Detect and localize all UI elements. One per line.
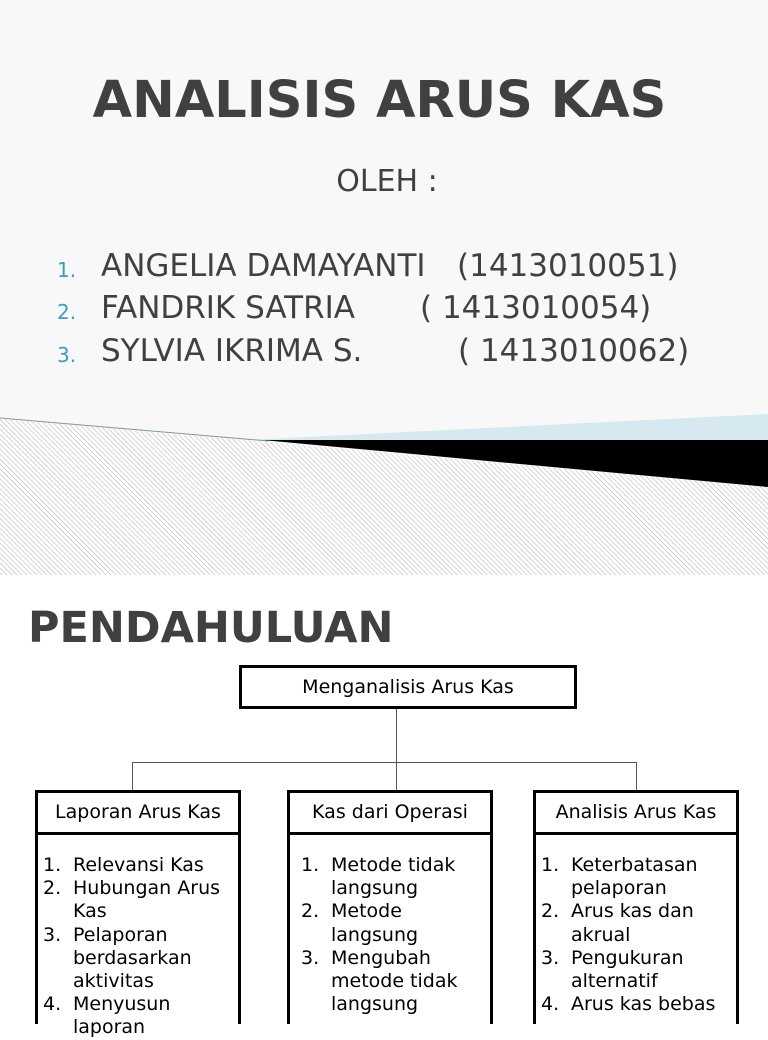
slide-title: ANALISIS ARUS KAS	[92, 71, 667, 130]
branch-title: Kas dari Operasi	[290, 793, 490, 835]
list-item-text: Hubungan Arus Kas	[73, 877, 221, 923]
list-item	[541, 900, 736, 946]
branch-title: Laporan Arus Kas	[38, 793, 238, 835]
list-item-text: Relevansi Kas	[73, 854, 204, 876]
slide-heading: PENDAHULUAN	[28, 603, 394, 653]
list-item-number: 2.	[541, 900, 560, 923]
author-number: 3.	[57, 343, 77, 367]
branch-title: Analisis Arus Kas	[536, 793, 736, 835]
list-item-text: Keterbatasan pelaporan	[571, 854, 698, 900]
light-blue-wedge	[245, 414, 768, 440]
list-item	[43, 854, 238, 877]
connector-line	[636, 762, 637, 790]
list-item	[301, 854, 490, 900]
list-item	[541, 947, 736, 993]
list-item	[541, 993, 736, 1016]
author-row	[57, 333, 757, 369]
list-item-text: Metode tidak langsung	[331, 854, 456, 900]
author-name: FANDRIK SATRIA	[101, 290, 355, 326]
diagram-root-box	[239, 665, 577, 709]
author-name: ANGELIA DAMAYANTI	[101, 248, 426, 284]
branch-item-list	[290, 835, 490, 1016]
list-item	[43, 993, 238, 1039]
author-row	[57, 290, 757, 326]
connector-line	[132, 762, 637, 763]
by-label: OLEH :	[336, 164, 438, 199]
branch-box	[287, 790, 493, 1024]
branch-box	[533, 790, 739, 1024]
list-item-number: 2.	[43, 877, 62, 900]
author-student-id: ( 1413010062)	[458, 333, 690, 369]
diagram-root-label: Menganalisis Arus Kas	[302, 675, 514, 698]
connector-line	[132, 762, 133, 790]
list-item-text: Pelaporan berdasarkan aktivitas	[73, 923, 192, 993]
list-item-text: Metode langsung	[331, 900, 419, 946]
connector-line	[396, 709, 397, 762]
list-item-text: Mengubah metode tidak langsung	[331, 946, 458, 1016]
list-item-text: Pengukuran alternatif	[571, 946, 684, 993]
list-item	[43, 924, 238, 994]
author-name: SYLVIA IKRIMA S.	[101, 333, 363, 369]
list-item-number: 3.	[541, 946, 560, 969]
list-item	[301, 900, 490, 946]
author-row	[57, 248, 757, 284]
list-item-text: Menyusun laporan	[73, 993, 171, 1039]
branch-item-list	[38, 835, 238, 1040]
list-item	[43, 877, 238, 923]
list-item-number: 3.	[43, 923, 62, 946]
connector-line	[396, 762, 397, 790]
list-item	[301, 947, 490, 1017]
list-item-number: 1.	[301, 854, 320, 876]
list-item-text: Arus kas dan akrual	[571, 900, 694, 946]
list-item-number: 4.	[43, 993, 62, 1016]
branch-box	[35, 790, 241, 1039]
list-item-number: 2.	[301, 900, 320, 923]
list-item-text: Arus kas bebas	[571, 993, 716, 1016]
author-student-id: (1413010051)	[457, 248, 679, 284]
author-number: 1.	[57, 258, 77, 282]
list-item-number: 1.	[541, 854, 560, 876]
decorative-band	[0, 405, 768, 575]
list-item-number: 3.	[301, 946, 320, 969]
list-item	[541, 854, 736, 900]
branch-item-list	[536, 835, 736, 1016]
author-number: 2.	[57, 300, 77, 324]
list-item-number: 4.	[541, 993, 560, 1016]
author-student-id: ( 1413010054)	[420, 290, 652, 326]
list-item-number: 1.	[43, 854, 62, 876]
intro-slide	[0, 575, 768, 1039]
